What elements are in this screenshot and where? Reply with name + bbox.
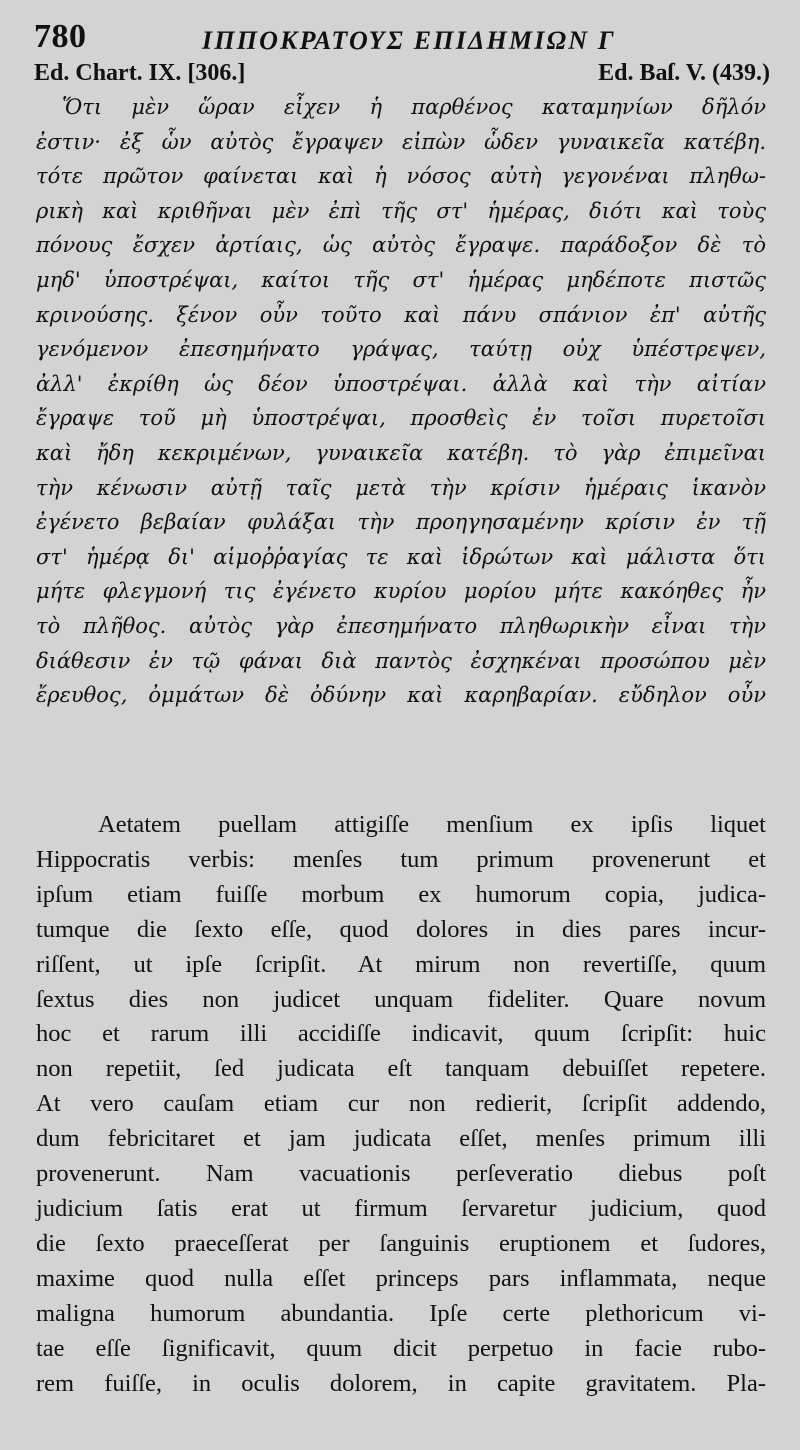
greek-line: πόνους ἔσχεν ἀρτίαις, ὡς αὐτὸς ἔγραψε. παράδοξον δὲ τὸ xyxy=(36,233,766,258)
edition-chart-reference: Ed. Chart. IX. [306.] xyxy=(34,60,246,86)
latin-line: rem fuiſſe, in oculis dolorem, in capite gravitatem. Pla- xyxy=(36,1369,766,1397)
latin-line: die ſexto praeceſſerat per ſanguinis eruptionem et ſudores, xyxy=(36,1229,766,1257)
latin-line: Aetatem puellam attigiſſe menſium ex ipſis liquet xyxy=(98,811,766,838)
greek-line: γενόμενον ἐπεσημήνατο γράψας, ταύτῃ οὐχ ὑπέστρεψεν, xyxy=(36,337,766,362)
latin-line: dum febricitaret et jam judicata eſſet, menſes primum illi xyxy=(36,1125,766,1153)
greek-line: ρικὴ καὶ κριθῆναι μὲν ἐπὶ τῆς στ' ἡμέρας, διότι καὶ τοὺς xyxy=(36,198,766,223)
greek-line: κρινούσης. ξένον οὖν τοῦτο καὶ πάνυ σπάνιον ἐπ' αὐτῆς xyxy=(36,302,766,327)
latin-line: hoc et rarum illi accidiſſe indicavit, quum ſcripſit: huic xyxy=(36,1020,766,1048)
latin-line: tumque die ſexto eſſe, quod dolores in dies pares incur- xyxy=(36,915,766,943)
greek-line: μηδ' ὑποστρέψαι, καίτοι τῆς στ' ἡμέρας μηδέποτε πιστῶς xyxy=(36,267,766,292)
latin-line: At vero cauſam etiam cur non redierit, ſcripſit addendo, xyxy=(36,1090,766,1118)
greek-text-block xyxy=(36,90,766,713)
latin-line: Hippocratis verbis: menſes tum primum provenerunt et xyxy=(36,845,766,873)
latin-line: maligna humorum abundantia. Ipſe certe plethoricum vi- xyxy=(36,1299,766,1327)
greek-line: τὸ πλῆθος. αὐτὸς γὰρ ἐπεσημήνατο πληθωρικὴν εἶναι τὴν xyxy=(36,613,766,638)
greek-line: Ὅτι μὲν ὥραν εἶχεν ἡ παρθένος καταμηνίων δῆλόν xyxy=(62,95,766,119)
greek-line: ἐστιν· ἐξ ὧν αὐτὸς ἔγραψεν εἰπὼν ὧδεν γυναικεῖα κατέβη. xyxy=(36,129,766,154)
latin-line: provenerunt. Nam vacuationis perſeveratio diebus poſt xyxy=(36,1160,766,1188)
page-number: 780 xyxy=(34,18,87,55)
greek-line: μήτε φλεγμονή τις ἐγένετο κυρίου μορίου μήτε κακόηθες ἦν xyxy=(36,579,766,604)
latin-line: riſſent, ut ipſe ſcripſit. At mirum non revertiſſe, quum xyxy=(36,950,766,978)
latin-line: tae eſſe ſignificavit, quum dicit perpetuo in facie rubo- xyxy=(36,1334,766,1362)
running-title: ΙΠΠΟΚΡΑΤΟΥΣ ΕΠΙΔΗΜΙΩΝ Γ xyxy=(202,26,616,55)
greek-line: διάθεσιν ἐν τῷ φάναι διὰ παντὸς ἐσχηκέναι προσώπου μὲν xyxy=(36,648,766,673)
greek-line: ἐγένετο βεβαίαν φυλάξαι τὴν προηγησαμένην κρίσιν ἐν τῇ xyxy=(36,510,766,535)
greek-line: στ' ἡμέρᾳ δι' αἱμοῤῥαγίας τε καὶ ἱδρώτων καὶ μάλιστα ὅτι xyxy=(36,544,766,569)
latin-line: ſextus dies non judicet unquam fideliter. Quare novum xyxy=(36,985,766,1013)
latin-text-block xyxy=(36,808,766,1401)
greek-line: ἔρευθος, ὀμμάτων δὲ ὀδύνην καὶ καρηβαρίαν. εὔδηλον οὖν xyxy=(36,683,766,708)
greek-line: ἀλλ' ἐκρίθη ὡς δέον ὑποστρέψαι. ἀλλὰ καὶ τὴν αἰτίαν xyxy=(36,371,766,396)
page-header xyxy=(34,18,766,60)
latin-line: ipſum etiam fuiſſe morbum ex humorum copia, judica- xyxy=(36,880,766,908)
greek-line: τότε πρῶτον φαίνεται καὶ ἡ νόσος αὐτὴ γεγονέναι πληθω- xyxy=(36,164,766,189)
edition-references xyxy=(34,60,770,90)
edition-basel-reference: Ed. Baſ. V. (439.) xyxy=(598,60,770,86)
greek-line: ἔγραψε τοῦ μὴ ὑποστρέψαι, προσθεὶς ἐν τοῖσι πυρετοῖσι xyxy=(36,406,766,431)
greek-line: τὴν κένωσιν αὐτῇ ταῖς μετὰ τὴν κρίσιν ἡμέραις ἱκανὸν xyxy=(36,475,766,500)
latin-line: judicium ſatis erat ut firmum ſervaretur judicium, quod xyxy=(36,1194,766,1222)
latin-line: maxime quod nulla eſſet princeps pars inflammata, neque xyxy=(36,1264,766,1292)
latin-line: non repetiit, ſed judicata eſt tanquam debuiſſet repetere. xyxy=(36,1055,766,1083)
greek-line: καὶ ἤδη κεκριμένων, γυναικεῖα κατέβη. τὸ γὰρ ἐπιμεῖναι xyxy=(36,440,766,465)
